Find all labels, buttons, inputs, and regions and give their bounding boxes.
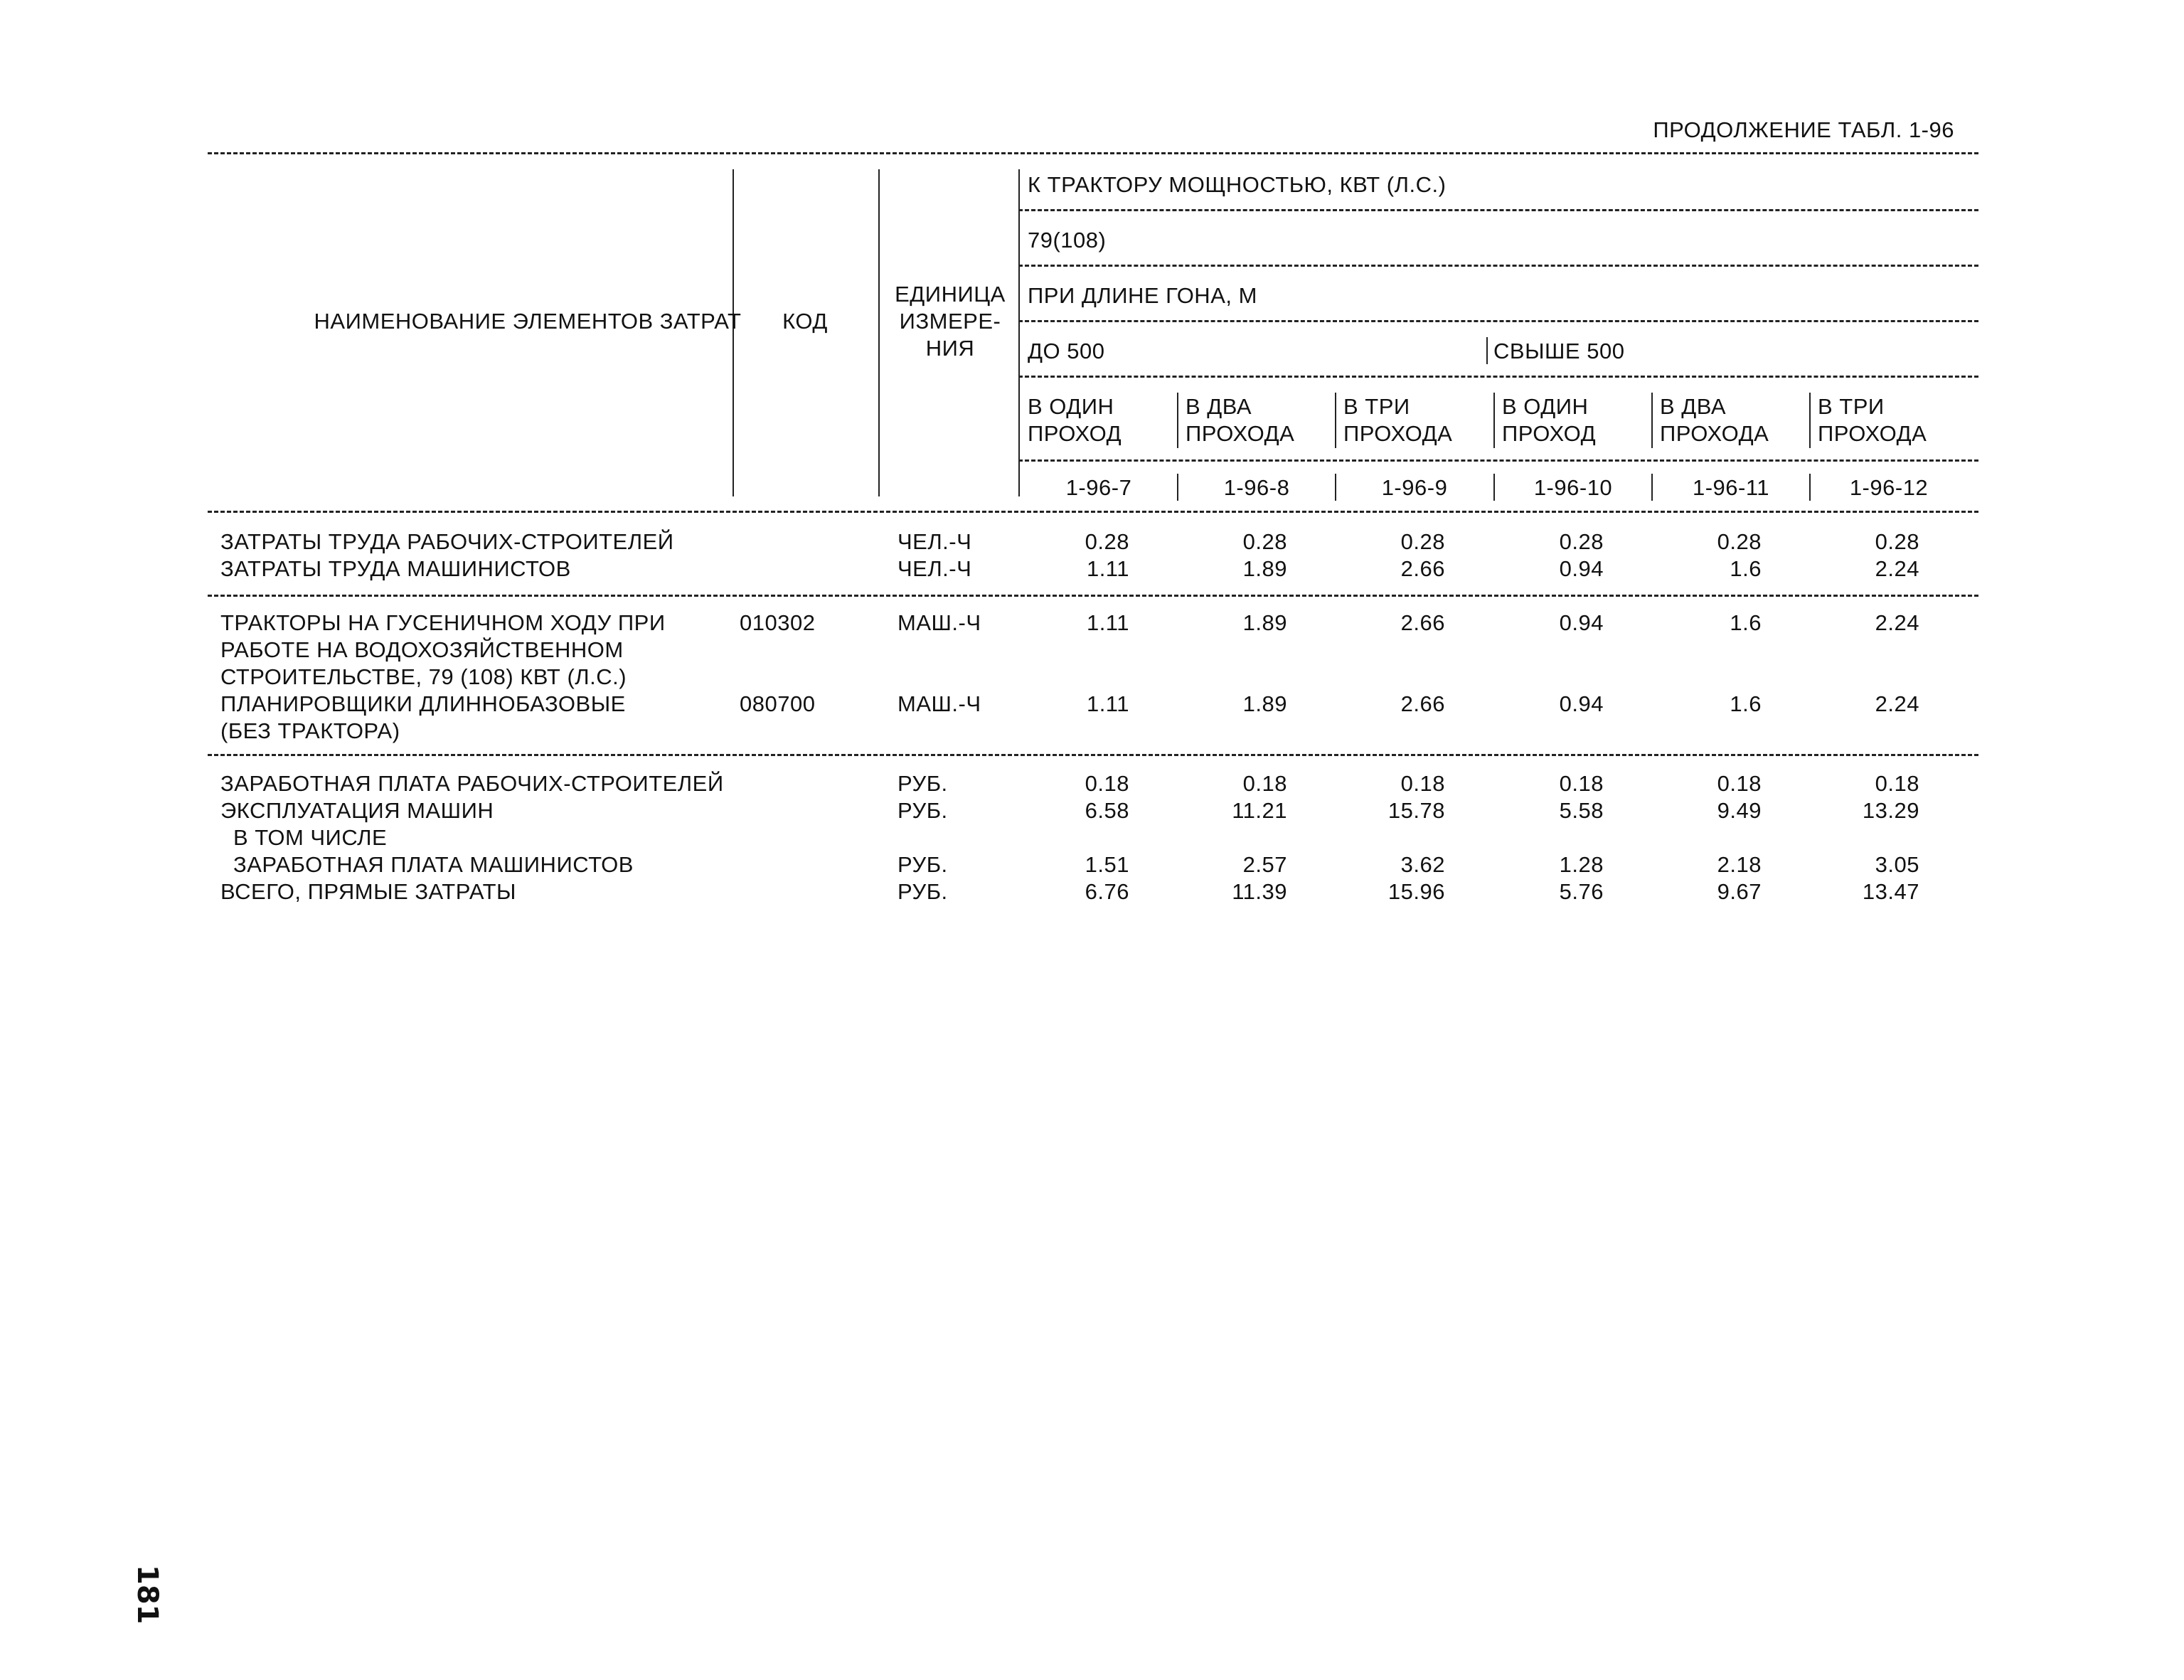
header-rule-1: [1018, 209, 1978, 211]
header-col-rule-unit: [878, 169, 880, 496]
row-unit: МАШ.-Ч: [897, 610, 981, 635]
row-value: 0.28: [1242, 529, 1287, 554]
header-over-divider: [1486, 337, 1488, 364]
table-top-rule: [208, 152, 1978, 154]
row-value: 1.6: [1730, 556, 1762, 581]
row-code: 010302: [740, 610, 816, 635]
column-code-6: 1-96-12: [1849, 475, 1929, 500]
row-unit: МАШ.-Ч: [897, 691, 981, 716]
row-value: 0.94: [1559, 556, 1604, 581]
row-name-line3: СТРОИТЕЛЬСТВЕ, 79 (108) КВТ (Л.С.): [220, 664, 627, 689]
row-value: 3.62: [1400, 852, 1445, 877]
row-value: 0.18: [1085, 771, 1129, 796]
row-value: 1.51: [1085, 852, 1129, 877]
row-value: 2.66: [1400, 691, 1445, 716]
column-code-1: 1-96-7: [1065, 475, 1132, 500]
row-value: 0.28: [1559, 529, 1604, 554]
pass-divider: [1177, 393, 1178, 448]
pass-header-6-line1: В ТРИ: [1818, 394, 1885, 419]
column-code-3: 1-96-9: [1381, 475, 1448, 500]
row-name: ТРАКТОРЫ НА ГУСЕНИЧНОМ ХОДУ ПРИ: [220, 610, 666, 635]
row-name-line2: РАБОТЕ НА ВОДОХОЗЯЙСТВЕННОМ: [220, 637, 624, 662]
code-divider: [1809, 474, 1811, 501]
pass-header-6-line2: ПРОХОДА: [1818, 421, 1927, 446]
code-divider: [1177, 474, 1178, 501]
section-rule-1: [208, 595, 1978, 597]
header-rule-2: [1018, 265, 1978, 267]
header-code: КОД: [782, 309, 828, 334]
row-name: В ТОМ ЧИСЛЕ: [233, 825, 388, 850]
row-value: 1.28: [1559, 852, 1604, 877]
row-value: 1.11: [1086, 610, 1129, 635]
row-value: 11.39: [1232, 879, 1287, 904]
header-upto-500: ДО 500: [1028, 339, 1105, 363]
row-value: 5.58: [1559, 798, 1604, 823]
pass-header-3-line2: ПРОХОДА: [1343, 421, 1453, 446]
row-value: 2.66: [1400, 556, 1445, 581]
code-divider: [1493, 474, 1495, 501]
row-value: 9.67: [1717, 879, 1762, 904]
row-value: 0.28: [1085, 529, 1129, 554]
row-value: 1.89: [1242, 556, 1287, 581]
header-power: 79(108): [1028, 228, 1107, 252]
pass-header-2-line2: ПРОХОДА: [1186, 421, 1295, 446]
row-value: 2.24: [1875, 556, 1919, 581]
pass-header-3-line1: В ТРИ: [1343, 394, 1410, 419]
row-code: 080700: [740, 691, 816, 716]
pass-divider: [1335, 393, 1336, 448]
row-unit: РУБ.: [897, 879, 948, 904]
row-value: 0.18: [1559, 771, 1604, 796]
pass-header-1-line1: В ОДИН: [1028, 394, 1114, 419]
row-unit: РУБ.: [897, 798, 948, 823]
row-name: ЗАТРАТЫ ТРУДА МАШИНИСТОВ: [220, 556, 571, 581]
pass-header-2-line1: В ДВА: [1186, 394, 1252, 419]
row-value: 2.57: [1242, 852, 1287, 877]
header-length: ПРИ ДЛИНЕ ГОНА, М: [1028, 283, 1257, 308]
header-unit-line3: НИЯ: [925, 336, 975, 361]
row-value: 11.21: [1232, 798, 1287, 823]
row-name: ЗАТРАТЫ ТРУДА РАБОЧИХ-СТРОИТЕЛЕЙ: [220, 529, 674, 554]
row-value: 2.24: [1875, 610, 1919, 635]
row-value: 2.24: [1875, 691, 1919, 716]
row-value: 0.28: [1400, 529, 1445, 554]
pass-header-4-line2: ПРОХОД: [1502, 421, 1597, 446]
column-code-4: 1-96-10: [1533, 475, 1613, 500]
header-tractor: К ТРАКТОРУ МОЩНОСТЬЮ, КВТ (Л.С.): [1028, 172, 1447, 197]
header-rule-3: [1018, 320, 1978, 322]
header-col-rule-values: [1018, 169, 1020, 496]
row-value: 0.18: [1875, 771, 1919, 796]
row-value: 1.6: [1730, 691, 1762, 716]
header-unit-line1: ЕДИНИЦА: [895, 282, 1006, 307]
row-name: ПЛАНИРОВЩИКИ ДЛИННОБАЗОВЫЕ: [220, 691, 626, 716]
row-value: 1.89: [1242, 610, 1287, 635]
row-name: ЗАРАБОТНАЯ ПЛАТА МАШИНИСТОВ: [233, 852, 634, 877]
row-value: 13.29: [1862, 798, 1919, 823]
row-name: ЭКСПЛУАТАЦИЯ МАШИН: [220, 798, 494, 823]
pass-divider: [1493, 393, 1495, 448]
row-value: 1.11: [1086, 556, 1129, 581]
row-unit: ЧЕЛ.-Ч: [897, 529, 972, 554]
row-value: 1.89: [1242, 691, 1287, 716]
continuation-label: ПРОДОЛЖЕНИЕ ТАБЛ. 1-96: [1653, 117, 1954, 142]
row-value: 0.28: [1717, 529, 1762, 554]
row-value: 2.18: [1717, 852, 1762, 877]
row-value: 2.66: [1400, 610, 1445, 635]
section-rule-2: [208, 754, 1978, 756]
row-value: 5.76: [1559, 879, 1604, 904]
pass-divider: [1809, 393, 1811, 448]
pass-header-1-line2: ПРОХОД: [1028, 421, 1122, 446]
row-value: 0.28: [1875, 529, 1919, 554]
row-name: ЗАРАБОТНАЯ ПЛАТА РАБОЧИХ-СТРОИТЕЛЕЙ: [220, 771, 724, 796]
row-value: 3.05: [1875, 852, 1919, 877]
header-bottom-rule: [208, 511, 1978, 513]
row-value: 15.78: [1387, 798, 1445, 823]
pass-header-5-line1: В ДВА: [1660, 394, 1727, 419]
column-code-2: 1-96-8: [1223, 475, 1290, 500]
row-value: 13.47: [1862, 879, 1919, 904]
row-value: 1.6: [1730, 610, 1762, 635]
row-value: 0.18: [1242, 771, 1287, 796]
column-code-5: 1-96-11: [1692, 475, 1770, 500]
row-name-line2: (БЕЗ ТРАКТОРА): [220, 718, 400, 743]
row-value: 9.49: [1717, 798, 1762, 823]
header-name: НАИМЕНОВАНИЕ ЭЛЕМЕНТОВ ЗАТРАТ: [314, 309, 742, 334]
row-unit: РУБ.: [897, 852, 948, 877]
row-value: 6.76: [1085, 879, 1129, 904]
row-value: 0.94: [1559, 691, 1604, 716]
row-value: 0.18: [1717, 771, 1762, 796]
header-over-500: СВЫШЕ 500: [1493, 339, 1625, 363]
code-divider: [1651, 474, 1653, 501]
pass-header-4-line1: В ОДИН: [1502, 394, 1589, 419]
pass-divider: [1651, 393, 1653, 448]
page-number: 181: [131, 1565, 164, 1625]
row-value: 0.18: [1400, 771, 1445, 796]
row-unit: РУБ.: [897, 771, 948, 796]
row-value: 1.11: [1086, 691, 1129, 716]
header-rule-5: [1018, 459, 1978, 462]
row-name: ВСЕГО, ПРЯМЫЕ ЗАТРАТЫ: [220, 879, 516, 904]
header-rule-4: [1018, 376, 1978, 378]
row-unit: ЧЕЛ.-Ч: [897, 556, 972, 581]
header-unit-line2: ИЗМЕРЕ-: [899, 309, 1001, 334]
pass-header-5-line2: ПРОХОДА: [1660, 421, 1769, 446]
code-divider: [1335, 474, 1336, 501]
row-value: 6.58: [1085, 798, 1129, 823]
row-value: 0.94: [1559, 610, 1604, 635]
row-value: 15.96: [1387, 879, 1445, 904]
